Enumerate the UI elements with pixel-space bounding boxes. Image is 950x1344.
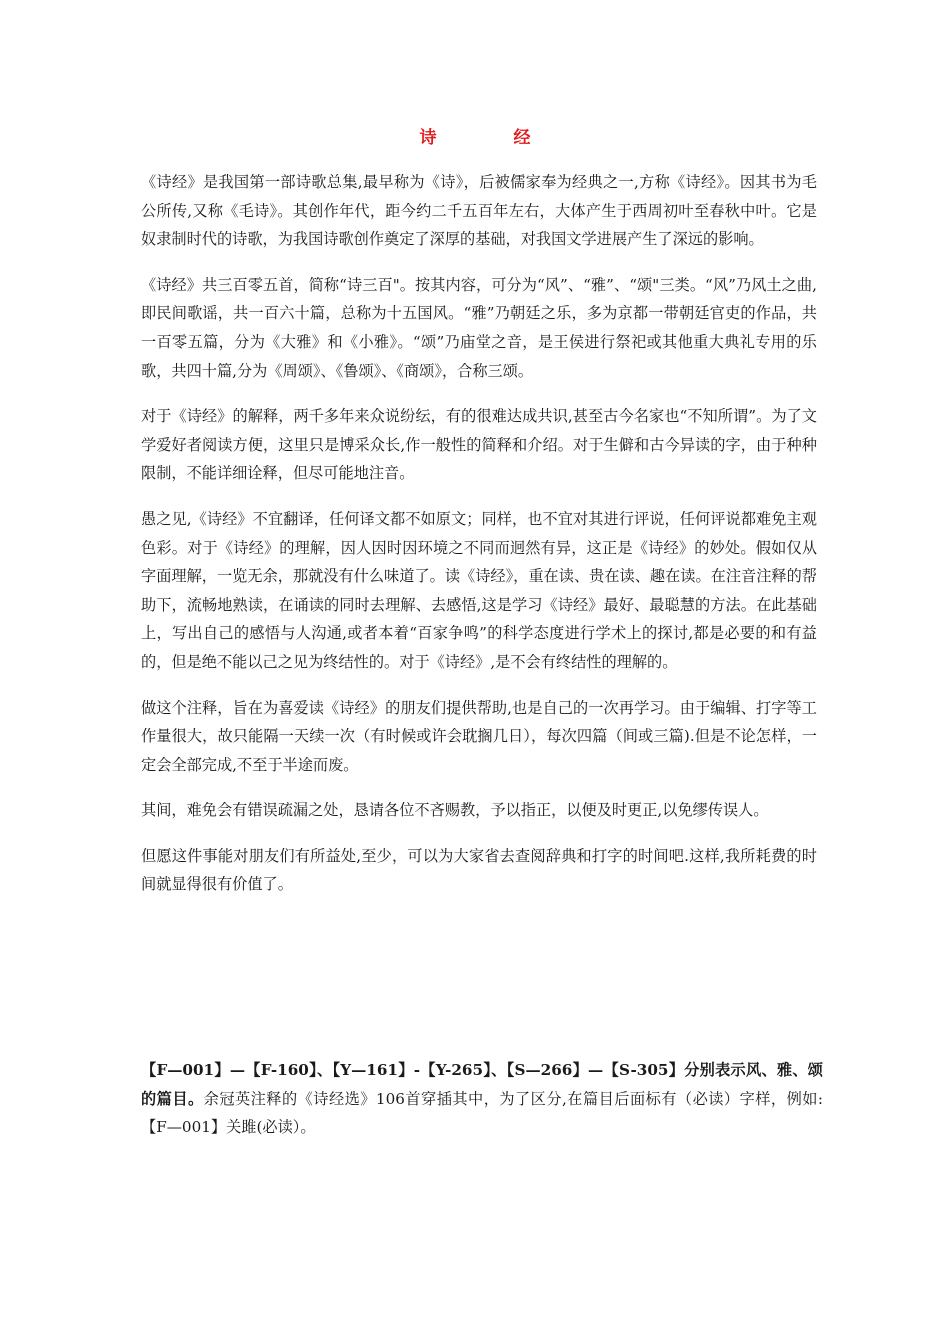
page-title: 诗 经 bbox=[419, 128, 561, 148]
paragraph-corrections: 其间，难免会有错误疏漏之处，恳请各位不吝赐教，予以指正，以便及时更正,以免缪传误人。 bbox=[141, 801, 769, 820]
paragraph-reading-advice: 愚之见,《诗经》不宜翻译，任何译文都不如原文；同样，也不宜对其进行评说，任何评说都难免主观色彩。对于《诗经》的理解，因人因时因环境之不同而迥然有异，这正是《诗经》的妙处。假如仅从字面理解，一览无余，那就没有什么味道了。读《诗经》，重在读、贵在读、趣在读。在注音注释的帮助下，流畅地熟读，在诵读的同时去理解、去感悟,这是学习《诗经》最好、最聪慧的方法。在此基础上，写出自己的感悟与人沟通,或者本着“百家争鸣”的科学态度进行学术上的探讨,都是必要的和有益的，但是绝不能以己之见为终结性的。对于《诗经》,是不会有终结性的理解的。 bbox=[141, 509, 817, 671]
index-note-codes: 【F—001】—【F-160】、【Y—161】-【Y-265】、【S—266】—【S-305】分别表示风、雅、颂的篇目。 bbox=[141, 1061, 823, 1108]
paragraph-purpose: 做这个注释，旨在为喜爱读《诗经》的朋友们提供帮助,也是自己的一次再学习。由于编辑、打字等工作量很大，故只能隔一天续一次（有时候或许会耽搁几日），每次四篇（间或三篇).但是不论怎样，一定会全部完成,不至于半途而废。 bbox=[141, 698, 817, 774]
paragraph-interpretation: 对于《诗经》的解释，两千多年来众说纷纭，有的很难达成共识,甚至古今名家也“不知所谓”。为了文学爱好者阅读方便，这里只是博采众长,作一般性的简释和介绍。对于生僻和古今异读的字，由于种种限制，不能详细诠释，但尽可能地注音。 bbox=[141, 407, 817, 483]
paragraph-hope: 但愿这件事能对朋友们有所益处,至少，可以为大家省去查阅辞典和打字的时间吧.这样,我所耗费的时间就显得很有价值了。 bbox=[141, 846, 817, 894]
paragraph-intro: 《诗经》是我国第一部诗歌总集,最早称为《诗》，后被儒家奉为经典之一,方称《诗经》。因其书为毛公所传,又称《毛诗》。其创作年代，距今约二千五百年左右，大体产生于西周初叶至春秋中叶。它是奴隶制时代的诗歌，为我国诗歌创作奠定了深厚的基础，对我国文学进展产生了深远的影响。 bbox=[141, 173, 817, 249]
index-note-explanation: 余冠英注释的《诗经选》106首穿插其中，为了区分,在篇目后面标有（必读）字样，例如:【F—001】关雎(必读）。 bbox=[141, 1089, 824, 1137]
body-text bbox=[141, 168, 817, 916]
index-note bbox=[141, 1056, 823, 1142]
paragraph-content-categories: 《诗经》共三百零五首，简称“诗三百"。按其内容，可分为“风”、“雅”、“颂"三类。“风”乃风土之曲,即民间歌谣，共一百六十篇，总称为十五国风。“雅”乃朝廷之乐，多为京都一带朝廷官吏的作品，共一百零五篇，分为《大雅》和《小雅》。“颂”乃庙堂之音，是王侯进行祭祀或其他重大典礼专用的乐歌，共四十篇,分为《周颂》、《鲁颂》、《商颂》，合称三颂。 bbox=[141, 275, 817, 380]
